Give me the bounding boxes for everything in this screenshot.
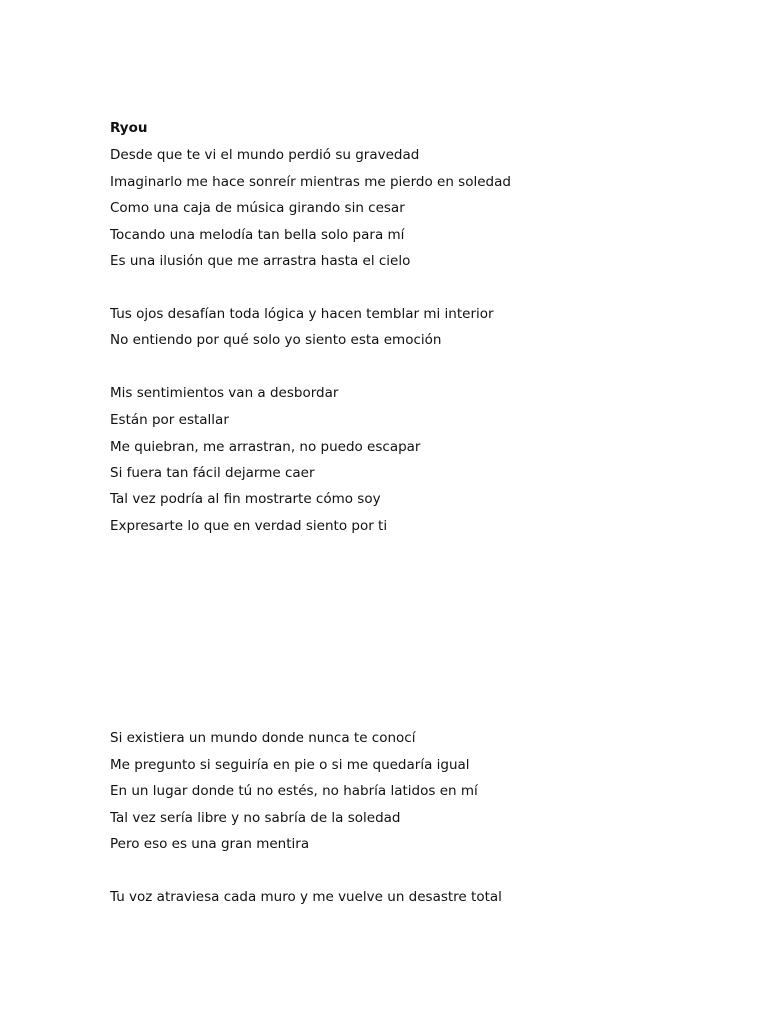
lyric-line: Tu voz atraviesa cada muro y me vuelve un desastre total [110, 889, 502, 905]
lyric-line: Tal vez sería libre y no sabría de la soledad [110, 810, 401, 826]
lyric-line: Si existiera un mundo donde nunca te conocí [110, 730, 416, 746]
lyric-line: Desde que te vi el mundo perdió su gravedad [110, 147, 420, 163]
lyric-line: Me pregunto si seguiría en pie o si me quedaría igual [110, 757, 470, 773]
lyric-line: Es una ilusión que me arrastra hasta el cielo [110, 253, 411, 269]
lyric-line: Tal vez podría al fin mostrarte cómo soy [110, 491, 381, 507]
lyric-line: Están por estallar [110, 412, 229, 428]
lyric-line: Me quiebran, me arrastran, no puedo escapar [110, 439, 421, 455]
lyric-line: Tocando una melodía tan bella solo para mí [110, 227, 405, 243]
song-title: Ryou [110, 120, 148, 136]
lyric-line: No entiendo por qué solo yo siento esta emoción [110, 332, 442, 348]
lyric-line: Si fuera tan fácil dejarme caer [110, 465, 315, 481]
lyric-line: Mis sentimientos van a desbordar [110, 385, 339, 401]
lyric-line: Como una caja de música girando sin cesar [110, 200, 405, 216]
lyric-line: Tus ojos desafían toda lógica y hacen temblar mi interior [110, 306, 494, 322]
lyric-line: En un lugar donde tú no estés, no habría latidos en mí [110, 783, 478, 799]
lyric-line: Pero eso es una gran mentira [110, 836, 310, 852]
lyric-line: Expresarte lo que en verdad siento por ti [110, 518, 388, 534]
lyric-line: Imaginarlo me hace sonreír mientras me pierdo en soledad [110, 174, 511, 190]
